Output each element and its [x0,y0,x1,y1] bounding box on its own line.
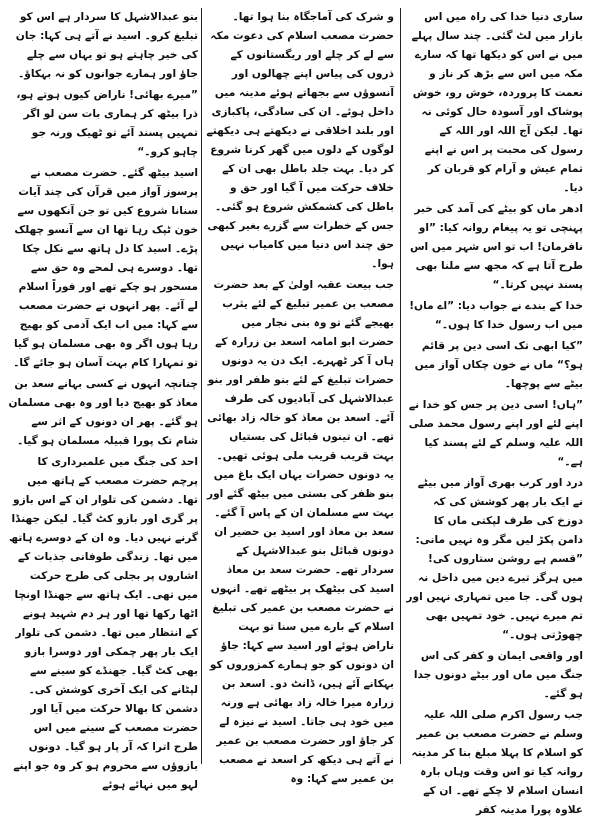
paragraph: ”کیا ابھی تک اسی دین پر قائم ہو؟“ ماں نے خون چکاں آواز میں بیٹے سے پوچھا۔ [414,340,583,390]
paragraph: درد اور کرب بھری آواز میں بیٹے نے ایک بار پھر کوشش کی کہ دوزخ کی طرف لپکتی ماں کا دامن پکڑ لیں مگر وہ نہیں مانی: ”قسم ہے روشن ستاروں کی! میں ہرگز تیرے دین میں داخل نہ ہوں گی۔ جا میں تمہاری نہیں اور تم میرے نہیں۔ خود تمہیں بھی چھوڑتی ہوں۔“ [406,477,583,641]
paragraph: جب رسول اکرم صلی اللہ علیہ وسلم نے حضرت مصعب بن عمیر کو اسلام کا پہلا مبلغ بنا کر مدینہ روانہ کیا تو اس وقت وہاں بارہ انسان اسلام لا چکے تھے۔ ان کے علاوہ پورا مدینہ کفر [411,709,583,816]
text-column-right [405,8,583,816]
paragraph: اور واقعی ایمان و کفر کی اس جنگ میں ماں اور بیٹے دونوں جدا ہو گئے۔ [413,650,583,700]
paragraph: ”میرے بھائی! ناراض کیوں ہوتے ہو، ذرا بیٹھ کر ہماری بات سن لو اگر تمہیں پسند آئے تو ٹھیک ورنہ جو چاہو کرو۔“ [16,89,198,158]
text-column-middle [206,8,394,785]
paragraph: جب بیعت عقبہ اولیٰ کے بعد حضرت مصعب بن عمیر تبلیغ کے لئے یثرب بھیجے گئے تو وہ بنی نجار میں حضرت ابو امامہ اسعد بن زرارہ کے ہاں آ کر ٹھہرے۔ ایک دن یہ دونوں حضرات تبلیغ کے لئے بنو ظفر اور بنو عبدالاشہل کی آبادیوں کی طرف آئے۔ اسعد بن معاذ کو خالہ زاد بھائی تھے۔ ان تینوں قبائل کی بستیاں بہت قریب قریب ملی ہوئی تھیں۔ یہ دونوں حضرات یہاں ایک باغ میں بنو ظفر کی بستی میں بیٹھ گئے اور بہت سے مسلمان ان کے پاس آ گئے۔ سعد بن معاذ اور اسید بن حضیر ان دونوں قبائل بنو عبدالاشہل کے سردار تھے۔ حضرت سعد بن معاذ اسید کی بیٹھک پر بیٹھے تھے۔ انہوں نے حضرت مصعب بن عمیر کی تبلیغ اسلام کے بارے میں سنا تو بہت ناراض ہوئے اور اسید سے کہا: جاؤ ان دونوں کو جو ہمارے کمزوروں کو بہکانے آئے ہیں، ڈانٹ دو۔ اسعد بن زرارہ میرا خالہ زاد بھائی ہے ورنہ میں خود ہی جاتا۔ اسید نے نیزہ لے کر جاؤ اور حضرت مصعب بن عمیر نے آتے ہی دیکھ کر اسعد نے مصعب بن عمیر سے کہا: وہ [206,279,394,785]
paragraph: چنانچہ انہوں نے کسی بہانے سعد بن معاذ کو بھیج دیا اور وہ بھی مسلمان ہو گئے۔ پھر ان دونوں کے اثر سے شام تک پورا قبیلہ مسلمان ہو گیا۔ [8,378,198,447]
paragraph: ساری دنیا خدا کی راہ میں اس بازار میں لٹ گئی۔ چند سال پہلے میں نے اس کو دیکھا تھا کہ سارے مکہ میں اس سے بڑھ کر ناز و نعمت کا پروردہ، خوش رو، خوش پوشاک اور آسودہ حال کوئی نہ تھا۔ لیکن آج اللہ اور اللہ کے رسول کی محبت پر اس نے اپنے تمام عیش و آرام کو قربان کر دیا۔ [411,11,583,194]
paragraph: ”ہاں! اسی دین پر جس کو خدا نے اپنے لئے اور اپنے رسول محمد صلی اللہ علیہ وسلم کے لئے پسند کیا ہے۔“ [408,399,583,468]
paragraph: ادھر ماں کو بیٹے کی آمد کی خبر پہنچی تو یہ پیغام روانہ کیا: ”او نافرمان! اب تو اس شہر میں اس طرح آتا ہے کہ مجھ سے ملنا بھی پسند نہیں کرتا۔“ [409,203,583,291]
paragraph: احد کی جنگ میں علمبرداری کا پرچم حضرت مصعب کے ہاتھ میں تھا۔ دشمن کی تلوار ان کے اس بازو پر گری اور بازو کٹ گیا۔ لیکن جھنڈا گرنے نہیں دیا۔ وہ ان کے دوسرے ہاتھ میں تھا۔ زندگی طوفانی جذبات کے اشاروں پر بجلی کی طرح حرکت میں تھی۔ ایک ہاتھ سے جھنڈا اونچا اٹھا رکھا تھا اور ہر دم شہید ہونے کے انتظار میں تھا۔ دشمن کی تلوار ایک بار پھر چمکی اور دوسرا بازو بھی کٹ گیا۔ جھنڈے کو سینے سے لپٹانے کی ایک آخری کوشش کی۔ دشمن کا بھالا حرکت میں آیا اور حضرت مصعب کے سینے میں اس طرح اترا کہ آر پار ہو گیا۔ دونوں بازوؤں سے محروم ہو کر وہ جو اپنے لہو میں نہائے ہوئے [9,456,198,791]
text-column-left [8,8,198,791]
paragraph: اسید بیٹھ گئے۔ حضرت مصعب نے پرسوز آواز میں قرآن کی چند آیات سنانا شروع کیں تو جن آنکھوں سے خون ٹپک رہا تھا ان سے آنسو چھلک پڑے۔ اسید کا دل ہاتھ سے نکل چکا تھا۔ دوسرے ہی لمحے وہ حق سے مسحور ہو چکے تھے اور فوراً اسلام لے آئے۔ پھر انہوں نے حضرت مصعب سے کہا: میں اب ایک آدمی کو بھیج رہا ہوں اگر وہ بھی مسلمان ہو گیا تو تمہارا کام بہت آسان ہو جائے گا۔ [13,167,198,369]
paragraph: خدا کے بندے نے جواب دیا: ”اے ماں! میں اب رسول خدا کا ہوں۔“ [409,300,583,331]
column-divider [201,8,202,764]
paragraph: و شرک کی آماجگاہ بنا ہوا تھا۔ حضرت مصعب اسلام کی دعوت مکہ سے لے کر چلے اور ریگستانوں کے ذروں کی پیاس اپنے چھالوں اور آنسوؤں سے بجھاتے ہوئے مدینہ میں داخل ہوئے۔ ان کی سادگی، پاکبازی اور بلند اخلاقی نے دیکھتے ہی دیکھتے لوگوں کے دلوں میں گھر کرنا شروع کر دیا۔ بہت جلد باطل بھی ان کے خلاف حرکت میں آ گیا اور حق و باطل کی کشمکش شروع ہو گئی۔ جس کے خطرات سے گزرے بغیر کبھی حق چند اس دنیا میں کامیاب نہیں ہوا۔ [206,11,394,270]
column-divider [400,8,401,764]
paragraph: بنو عبدالاشہل کا سردار ہے اس کو تبلیغ کرو۔ اسید نے آتے ہی کہا: جان کی خیر چاہتے ہو تو یہاں سے چلے جاؤ اور ہمارے جوانوں کو نہ بہکاؤ۔ [15,11,198,80]
